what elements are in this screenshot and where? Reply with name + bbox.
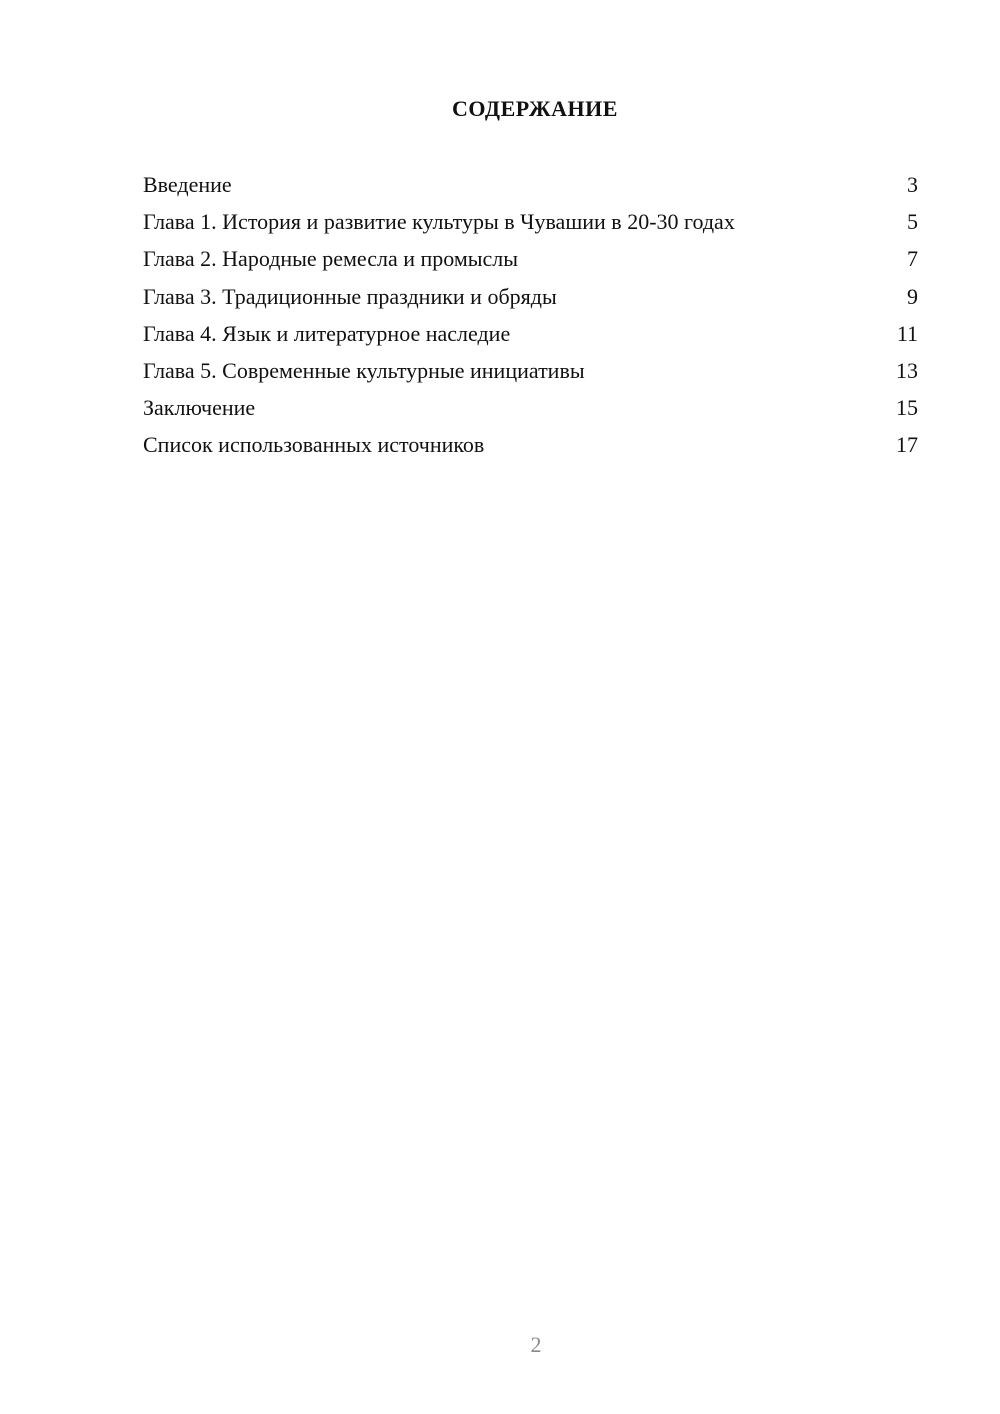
toc-item-page: 11	[896, 320, 918, 346]
table-of-contents	[143, 168, 918, 466]
toc-item-page: 13	[896, 357, 918, 383]
toc-item-chapter-2[interactable]	[143, 242, 918, 279]
toc-item-page: 9	[907, 283, 918, 309]
toc-item-label: Глава 2. Народные ремесла и промыслы	[143, 246, 519, 272]
page-number: 2	[530, 1332, 542, 1357]
toc-item-label: Список использованных источников	[143, 432, 485, 458]
toc-item-label: Заключение	[143, 395, 256, 421]
toc-item-page: 3	[907, 172, 918, 197]
toc-item-conclusion[interactable]	[143, 391, 918, 428]
toc-item-label: Глава 3. Традиционные праздники и обряды	[143, 283, 557, 309]
toc-item-page: 7	[907, 246, 918, 272]
toc-item-page: 5	[907, 209, 918, 235]
toc-item-chapter-4[interactable]	[143, 317, 918, 354]
toc-item-label: Глава 4. Язык и литературное наследие	[143, 320, 511, 346]
toc-item-chapter-3[interactable]	[143, 280, 918, 317]
toc-item-page: 15	[896, 395, 918, 421]
toc-item-page: 17	[896, 432, 918, 458]
toc-item-chapter-1[interactable]	[143, 205, 918, 242]
toc-item-references[interactable]	[143, 428, 918, 465]
toc-item-label: Глава 1. История и развитие культуры в Чувашии в 20-30 годах	[143, 209, 735, 235]
toc-item-introduction[interactable]	[143, 168, 918, 205]
toc-item-label: Глава 5. Современные культурные инициативы	[143, 357, 585, 383]
toc-title: СОДЕРЖАНИЕ	[452, 96, 618, 121]
toc-item-label: Введение	[143, 172, 232, 197]
toc-item-chapter-5[interactable]	[143, 354, 918, 391]
